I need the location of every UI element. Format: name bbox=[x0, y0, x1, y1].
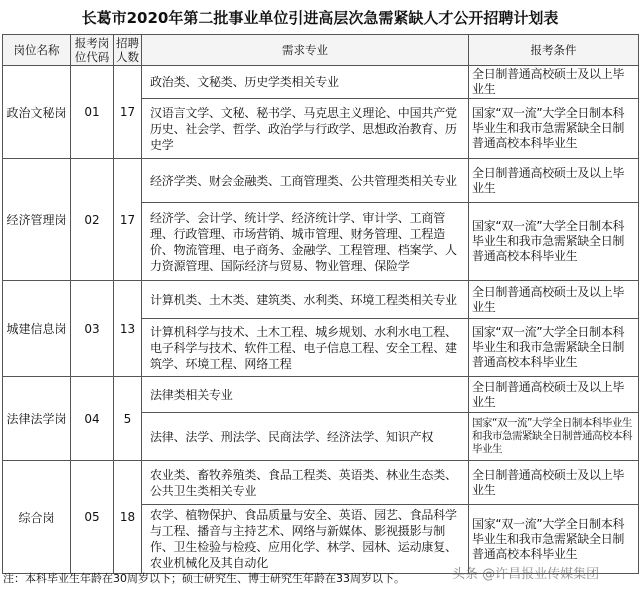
table-row bbox=[3, 159, 639, 203]
requirement-cell: 全日制普通高校硕士及以上毕业生 bbox=[469, 159, 639, 203]
major-cell: 汉语言文学、文秘、秘书学、马克思主义理论、中国共产党历史、社会学、哲学、政治学与行政学、思想政治教育、历史学 bbox=[142, 99, 469, 159]
watermark: 头条 @许昌报业传媒集团 bbox=[452, 567, 600, 582]
major-cell: 农学、植物保护、食品质量与安全、英语、园艺、食品科学与工程、播音与主持艺术、网络与新媒体、影视摄影与制作、卫生检验与检疫、应用化学、林学、园林、运动康复、农业机械化及其自动化 bbox=[142, 505, 469, 574]
position-code: 01 bbox=[71, 66, 114, 159]
header-count: 招聘人数 bbox=[114, 35, 142, 66]
header-major: 需求专业 bbox=[142, 35, 469, 66]
requirement-cell: 全日制普通高校硕士及以上毕业生 bbox=[469, 66, 639, 99]
requirement-cell: 国家“双一流”大学全日制本科毕业生和我市急需紧缺全日制普通高校本科毕业生 bbox=[469, 413, 639, 461]
major-cell: 计算机科学与技术、土木工程、城乡规划、水利水电工程、电子科学与技术、软件工程、电子信息工程、安全工程、建筑学、环境工程、网络工程 bbox=[142, 319, 469, 377]
footnote: 注：本科毕业生年龄在30周岁以下；硕士研究生、博士研究生年龄在33周岁以下。 bbox=[3, 572, 405, 585]
hire-count: 17 bbox=[114, 66, 142, 159]
position-code: 02 bbox=[71, 159, 114, 281]
hire-count: 18 bbox=[114, 461, 142, 574]
page-title: 长葛市2020年第二批事业单位引进高层次急需紧缺人才公开招聘计划表 bbox=[81, 9, 559, 27]
table-header-row bbox=[3, 35, 639, 66]
table-row bbox=[3, 66, 639, 99]
requirement-cell: 国家“双一流”大学全日制本科毕业生和我市急需紧缺全日制普通高校本科毕业生 bbox=[469, 319, 639, 377]
table-row bbox=[3, 461, 639, 505]
table-row bbox=[3, 281, 639, 319]
position-name: 政治文秘岗 bbox=[3, 66, 71, 159]
position-name: 法律法学岗 bbox=[3, 377, 71, 461]
requirement-cell: 全日制普通高校硕士及以上毕业生 bbox=[469, 461, 639, 505]
position-code: 04 bbox=[71, 377, 114, 461]
position-name: 经济管理岗 bbox=[3, 159, 71, 281]
position-name: 综合岗 bbox=[3, 461, 71, 574]
hire-count: 17 bbox=[114, 159, 142, 281]
hire-count: 13 bbox=[114, 281, 142, 377]
position-code: 03 bbox=[71, 281, 114, 377]
major-cell: 计算机类、土木类、建筑类、水利类、环境工程类相关专业 bbox=[142, 281, 469, 319]
header-code: 报考岗位代码 bbox=[71, 35, 114, 66]
requirement-cell: 国家“双一流”大学全日制本科毕业生和我市急需紧缺全日制普通高校本科毕业生 bbox=[469, 203, 639, 281]
position-name: 城建信息岗 bbox=[3, 281, 71, 377]
requirement-cell: 国家“双一流”大学全日制本科毕业生和我市急需紧缺全日制普通高校本科毕业生 bbox=[469, 505, 639, 574]
position-code: 05 bbox=[71, 461, 114, 574]
requirement-cell: 全日制普通高校硕士及以上毕业生 bbox=[469, 281, 639, 319]
hire-count: 5 bbox=[114, 377, 142, 461]
major-cell: 农业类、畜牧养殖类、食品工程类、英语类、林业生态类、公共卫生类相关专业 bbox=[142, 461, 469, 505]
major-cell: 经济学、会计学、统计学、经济统计学、审计学、工商管理、行政管理、市场营销、城市管理、财务管理、工程造价、物流管理、电子商务、金融学、工程管理、档案学、人力资源管理、国际经济与贸易、物业管理、保险学 bbox=[142, 203, 469, 281]
major-cell: 经济学类、财会金融类、工商管理类、公共管理类相关专业 bbox=[142, 159, 469, 203]
major-cell: 法律、法学、刑法学、民商法学、经济法学、知识产权 bbox=[142, 413, 469, 461]
header-requirement: 报考条件 bbox=[469, 35, 639, 66]
recruitment-plan-table bbox=[2, 34, 639, 574]
major-cell: 政治类、文秘类、历史学类相关专业 bbox=[142, 66, 469, 99]
requirement-cell: 国家“双一流”大学全日制本科毕业生和我市急需紧缺全日制普通高校本科毕业生 bbox=[469, 99, 639, 159]
major-cell: 法律类相关专业 bbox=[142, 377, 469, 413]
header-position: 岗位名称 bbox=[3, 35, 71, 66]
requirement-cell: 全日制普通高校硕士及以上毕业生 bbox=[469, 377, 639, 413]
table-row bbox=[3, 377, 639, 413]
